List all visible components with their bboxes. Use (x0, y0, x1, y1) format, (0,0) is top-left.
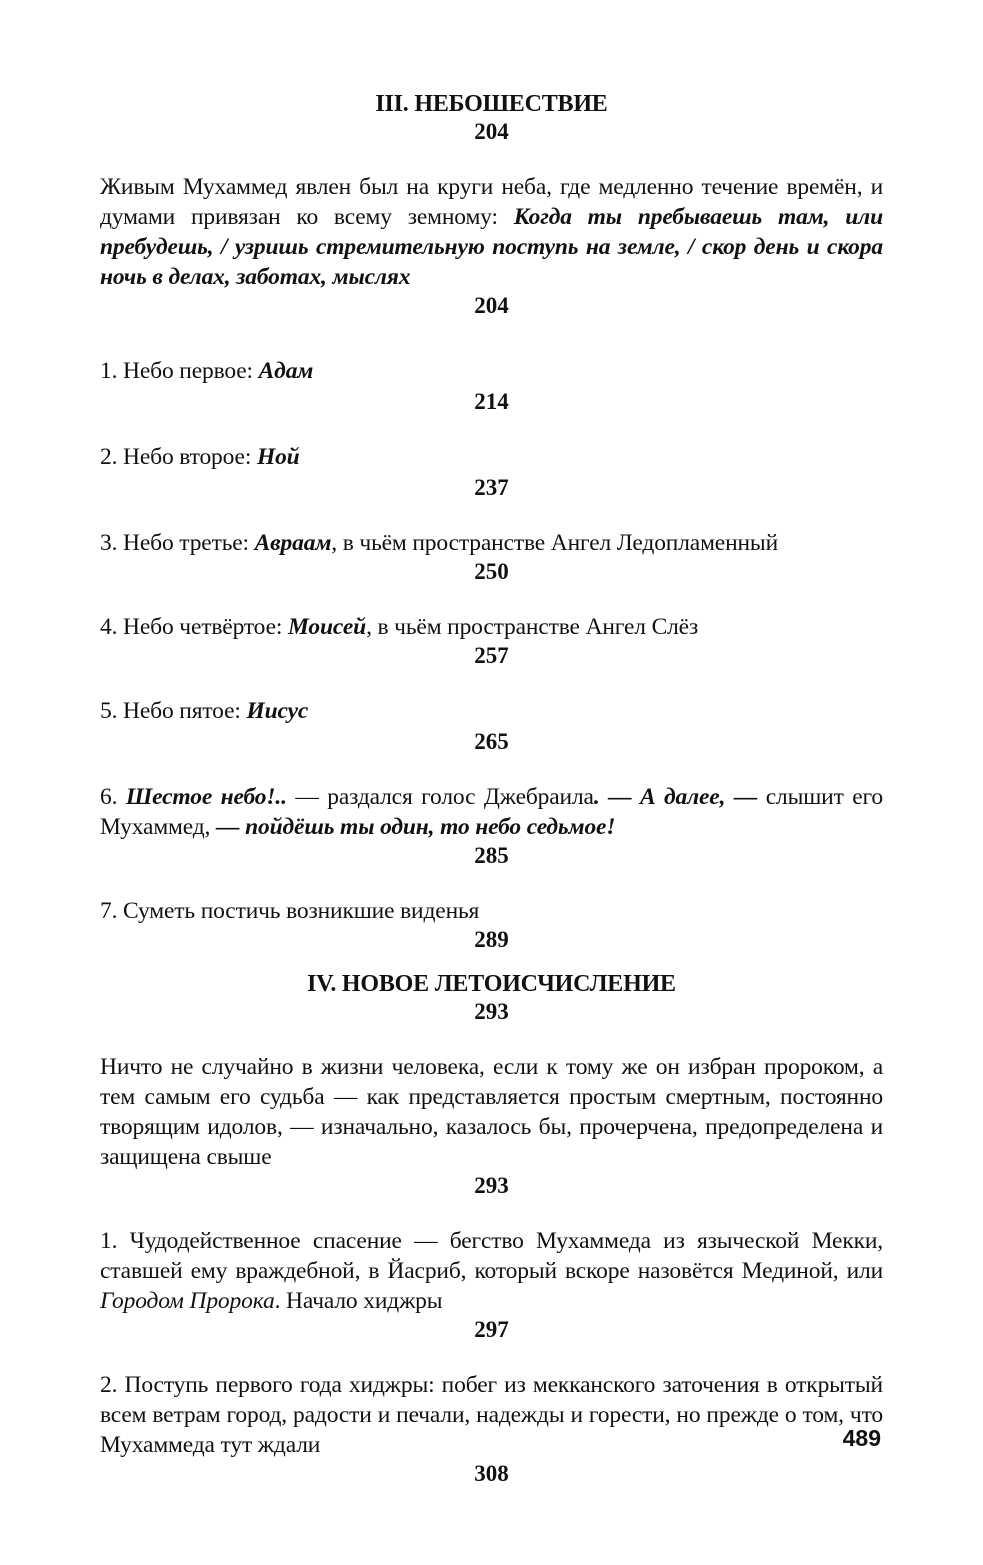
page-number: 308 (474, 1461, 509, 1486)
toc-entry (100, 1052, 883, 1200)
page-number: 297 (474, 1317, 509, 1342)
folio-page-number: 489 (842, 1425, 881, 1451)
entry-text: Ничто не случайно в жизни человека, если к тому же он избран пророком, а тем самым его судьба — как представляется простым смертным, постоянно творящим идолов, — изначально, казалось бы, прочерчена, предопределена и защищена свыше (100, 1054, 883, 1170)
entry-text: 3. Небо третье: (100, 530, 255, 556)
entry-italic: Ной (256, 444, 300, 470)
page-number: 293 (474, 999, 509, 1024)
toc-entry (100, 896, 883, 954)
entry-text: 2. Поступь первого года хиджры: побег из мекканского заточения в открытый всем ветрам город, радости и печали, надежды и горести, но прежде о том, что Мухаммеда тут ждали (100, 1372, 883, 1458)
toc-entry (100, 442, 883, 502)
entry-text: , в чьём пространстве Ангел Ледопламенный (331, 530, 778, 556)
entry-italic: Когда ты пребываешь там, или пребудешь, / узришь стремительную поступь на земле, / скор день и скора ночь в делах, заботах, мыслях (100, 204, 883, 290)
entry-italic: Адам (258, 358, 314, 384)
toc-entry (100, 1370, 883, 1488)
entry-italic: Иисус (246, 698, 309, 724)
toc-entry (100, 356, 883, 416)
entry-text: 2. Небо второе: (100, 444, 257, 470)
entry-text: . Начало хиджры (274, 1288, 443, 1314)
toc-entry (100, 1226, 883, 1344)
page-number: 257 (474, 643, 509, 668)
toc-entry (100, 528, 883, 586)
page-number: 293 (474, 1173, 509, 1198)
entry-text: 1. Небо первое: (100, 358, 259, 384)
entry-italic: . — А далее, — (593, 784, 758, 810)
entry-text: 4. Небо четвёртое: (100, 614, 288, 640)
part-title: IV. НОВОЕ ЛЕТОИСЧИСЛЕНИЕ (307, 971, 676, 997)
entry-text: , в чьём пространстве Ангел Слёз (366, 614, 699, 640)
page-number: 237 (474, 475, 509, 500)
entry-text: 6. (100, 784, 126, 810)
entry-italic: — пойдёшь ты один, то небо седьмое! (216, 814, 616, 840)
entry-italic: Моисей (287, 614, 367, 640)
entry-text: 5. Небо пятое: (100, 698, 247, 724)
page-number: 204 (474, 293, 509, 318)
table-of-contents (100, 90, 883, 1514)
entry-italic: Шестое небо!.. (125, 784, 287, 810)
toc-entry (100, 696, 883, 756)
entry-italic: Авраам (254, 530, 332, 556)
entry-text: 7. Суметь постичь возникшие виденья (100, 898, 480, 924)
entry-text: слышит его Мухаммед, (100, 784, 884, 840)
page-number: 250 (474, 559, 509, 584)
toc-entry (100, 782, 883, 870)
part-4-heading (100, 970, 883, 1026)
part-title: III. НЕБОШЕСТВИЕ (375, 91, 608, 117)
part-3-heading (100, 90, 883, 146)
entry-text: — раздался голос Джебраила (286, 784, 594, 810)
toc-entry (100, 612, 883, 670)
entry-text: 1. Чудодейственное спасение — бегство Мухаммеда из языческой Мекки, ставшей ему враждебной, в Йасриб, который вскоре назовётся Мединой, или (100, 1228, 883, 1284)
entry-text: Живым Мухаммед явлен был на круги неба, где медленно течение времён, и думами привязан ко всему земному: (100, 174, 883, 230)
page-number: 285 (474, 843, 509, 868)
entry-italic: Городом Пророка (100, 1288, 275, 1314)
toc-entry (100, 172, 883, 320)
page-number: 289 (474, 927, 509, 952)
page-number: 265 (474, 729, 509, 754)
page-number: 204 (474, 119, 509, 144)
page-number: 214 (474, 389, 509, 414)
